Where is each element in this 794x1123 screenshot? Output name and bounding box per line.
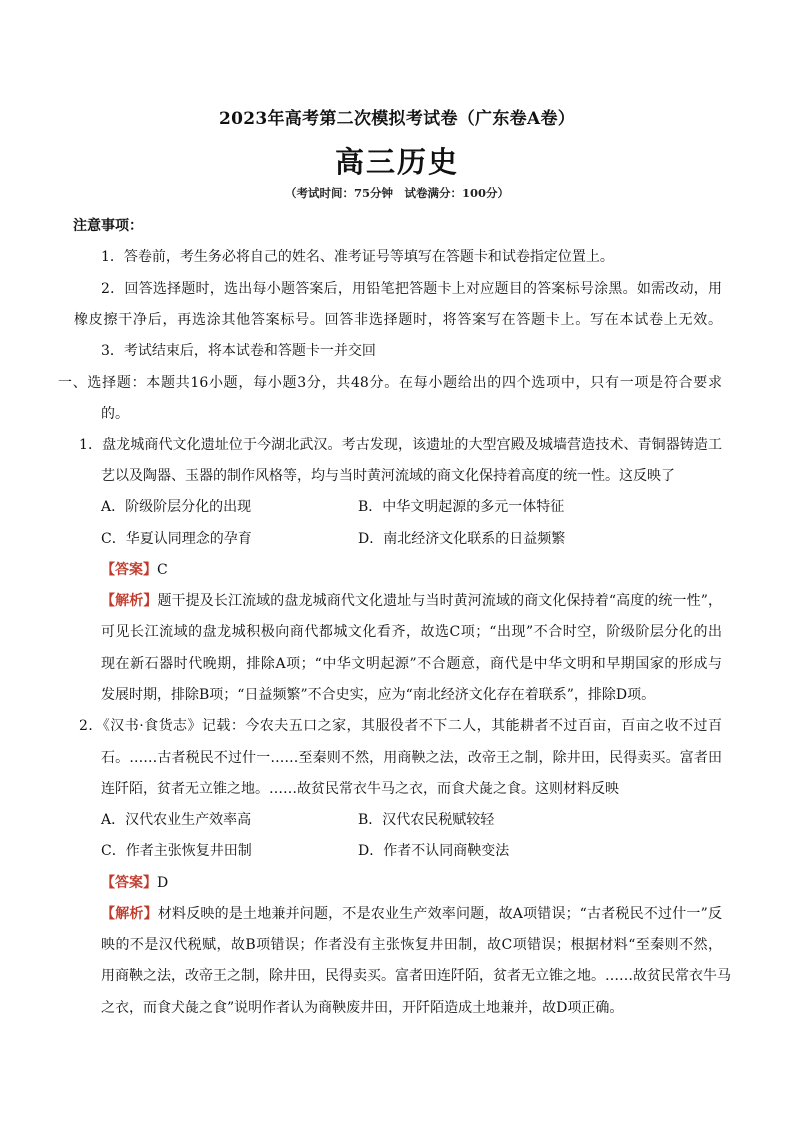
q1-option-c: C．华夏认同理念的孕育	[101, 531, 252, 547]
notice-item-2-line-2: 橡皮擦干净后，再选涂其他答案标号。回答非选择题时，将答案写在答题卡上。写在本试卷上无效。	[74, 312, 722, 328]
section-heading-line-1: 一、选择题：本题共16小题，每小题3分，共48分。在每小题给出的四个选项中，只有一项是符合要求	[58, 375, 722, 391]
q2-answer	[101, 873, 168, 893]
q2-option-d: D．作者不认同商鞅变法	[358, 843, 510, 859]
q1-option-b: B．中华文明起源的多元一体特征	[358, 499, 565, 515]
q2-analysis-line-2: 映的不是汉代税赋，故B项错误；作者没有主张恢复井田制，故C项错误；根据材料“至秦则不然，	[101, 937, 722, 953]
q1-analysis-text-1: 题干提及长江流域的盘龙城商代文化遗址与当时黄河流域的商文化保持着“高度的统一性”，	[157, 593, 723, 609]
notice-heading: 注意事项：	[73, 218, 143, 234]
q2-analysis-line-4: 之衣，而食犬彘之食”说明作者认为商鞅废井田，开阡陌造成土地兼并，故D项正确。	[101, 1000, 624, 1016]
q2-answer-label: 【答案】	[101, 875, 157, 891]
notice-item-3: 3．考试结束后，将本试卷和答题卡一并交回	[101, 343, 376, 359]
section-heading-line-2: 的。	[101, 406, 129, 422]
exam-title: 2023年高考第二次模拟考试卷（广东卷A卷）	[218, 109, 576, 129]
q2-option-b: B．汉代农民税赋较轻	[358, 812, 495, 828]
notice-item-2-line-1: 2．回答选择题时，选出每小题答案后，用铅笔把答题卡上对应题目的答案标号涂黑。如需改动，用	[101, 281, 722, 297]
q1-option-d: D．南北经济文化联系的日益频繁	[358, 531, 566, 547]
q1-option-a: A．阶级阶层分化的出现	[101, 499, 252, 515]
q2-analysis-text-1: 材料反映的是土地兼并问题，不是农业生产效率问题，故A项错误；“古者税民不过什一”反	[157, 906, 722, 922]
q2-analysis-label: 【解析】	[101, 906, 158, 922]
q2-answer-value: D	[157, 875, 169, 891]
q1-answer	[101, 560, 168, 580]
q2-option-a: A．汉代农业生产效率高	[101, 812, 252, 828]
q1-answer-value: C	[157, 562, 168, 578]
notice-item-1: 1．答卷前，考生务必将自己的姓名、准考证号等填写在答题卡和试卷指定位置上。	[101, 249, 614, 265]
q1-analysis-line-4: 发展时期，排除B项；“日益频繁”不合史实，应为“南北经济文化存在着联系”，排除D项。	[101, 687, 656, 703]
q1-stem-line-1: 1．盘龙城商代文化遗址位于今湖北武汉。考古发现，该遗址的大型宫殿及城墙营造技术、青铜器铸造工	[79, 437, 722, 453]
q2-stem-line-3: 连阡陌，贫者无立锥之地。……故贫民常衣牛马之衣，而食犬彘之食。这则材料反映	[101, 781, 619, 797]
q2-stem-line-2: 石。……古者税民不过什一……至秦则不然，用商鞅之法，改帝王之制，除井田，民得卖买。富者田	[101, 750, 722, 766]
q2-option-c: C．作者主张恢复井田制	[101, 843, 252, 859]
exam-info: （考试时间：75分钟 试卷满分：100分）	[284, 186, 509, 200]
q1-analysis-line-2: 可见长江流域的盘龙城积极向商代都城文化看齐，故选C项；“出现”不合时空，阶级阶层分化的出	[101, 624, 722, 640]
q2-stem-line-1: 2．《汉书·食货志》记载：今农夫五口之家，其服役者不下二人，其能耕者不过百亩，百亩之收不过百	[79, 718, 722, 734]
q1-stem-line-2: 艺以及陶器、玉器的制作风格等，均与当时黄河流域的商文化保持着高度的统一性。这反映了	[101, 468, 675, 484]
q1-analysis-line-1	[101, 591, 722, 611]
subject-title: 高三历史	[334, 145, 459, 179]
q2-analysis-line-3: 用商鞅之法，改帝王之制，除井田，民得卖买。富者田连阡陌，贫者无立锥之地。……故贫民常衣牛马	[101, 968, 731, 984]
q1-answer-label: 【答案】	[101, 562, 157, 578]
q2-analysis-line-1	[101, 904, 722, 924]
q1-analysis-line-3: 现在新石器时代晚期，排除A项；“中华文明起源”不合题意，商代是中华文明和早期国家的形成与	[101, 656, 722, 672]
q1-analysis-label: 【解析】	[101, 593, 158, 609]
